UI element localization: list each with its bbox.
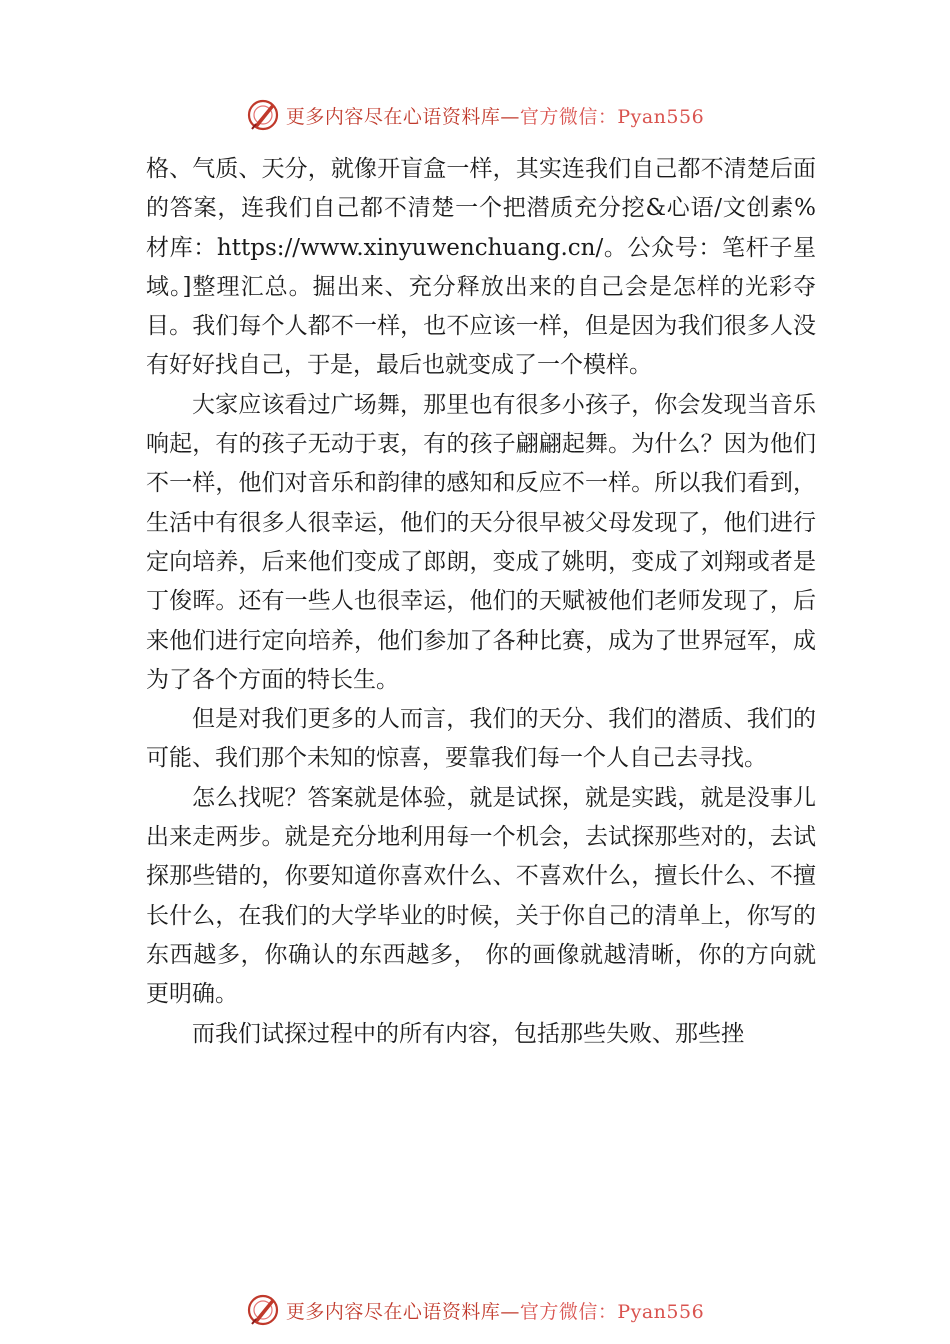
quill-pen-seal-icon [246,1293,280,1327]
footer-banner-main: 更多内容尽在心语资料库 [285,1300,501,1323]
header-banner-dash: — [500,105,520,128]
paragraph-1: 格、气质、天分，就像开盲盒一样，其实连我们自己都不清楚后面的答案，连我们自己都不清楚一个把潜质充分挖&心语/文创素%材库：https://www.xinyuwenchuang.cn/。公众号：笔杆子星域。]整理汇总。掘出来、充分释放出来的自己会是怎样的光彩夺目。我们每个人都不一样，也不应该一样，但是因为我们很多人没有好好找自己，于是，最后也就变成了一个模样。 [146,156,816,379]
footer-banner-wechat: 官方微信：Pyan556 [519,1300,705,1323]
footer-banner [0,1290,950,1330]
quill-pen-seal-icon [246,98,280,132]
header-banner-text [286,102,704,129]
footer-banner-dash: — [500,1300,520,1323]
paragraph-3: 但是对我们更多的人而言，我们的天分、我们的潜质、我们的可能、我们那个未知的惊喜，要靠我们每一个人自己去寻找。 [146,706,816,772]
paragraph-2: 大家应该看过广场舞，那里也有很多小孩子，你会发现当音乐响起，有的孩子无动于衷，有的孩子翩翩起舞。为什么？因为他们不一样，他们对音乐和韵律的感知和反应不一样。所以我们看到，生活中有很多人很幸运，他们的天分很早被父母发现了，他们进行定向培养，后来他们变成了郎朗，变成了姚明，变成了刘翔或者是丁俊晖。还有一些人也很幸运，他们的天赋被他们老师发现了，后来他们进行定向培养，他们参加了各种比赛，成为了世界冠军，成为了各个方面的特长生。 [146,391,816,693]
body-text [146,150,816,1054]
paragraph-4: 怎么找呢？答案就是体验，就是试探，就是实践，就是没事儿出来走两步。就是充分地利用每一个机会，去试探那些对的，去试探那些错的，你要知道你喜欢什么、不喜欢什么，擅长什么、不擅长什么，在我们的大学毕业的时候，关于你自己的清单上，你写的东西越多，你确认的东西越多， 你的画像就越清晰，你的方向就更明确。 [146,784,816,1008]
header-banner [0,95,950,135]
paragraph-5: 而我们试探过程中的所有内容，包括那些失败、那些挫 [192,1020,744,1047]
header-banner-main: 更多内容尽在心语资料库 [285,105,501,128]
footer-banner-text [286,1297,704,1324]
header-banner-wechat: 官方微信：Pyan556 [519,105,705,128]
